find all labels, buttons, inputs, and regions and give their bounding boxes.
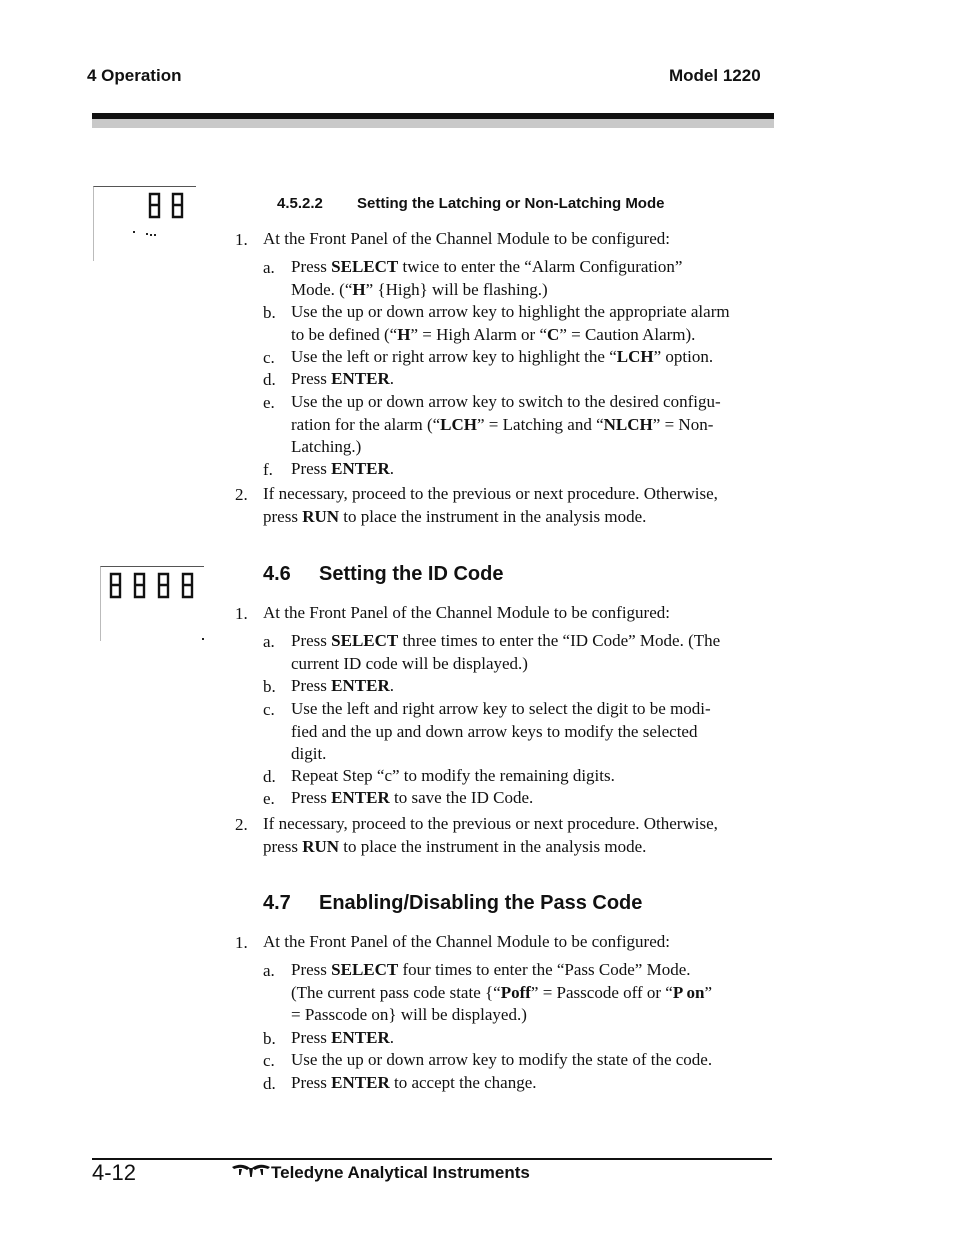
substep-text: Press ENTER. [291,676,394,695]
substep-letter: a. [263,632,275,651]
substep-letter: c. [263,700,275,719]
step-text: At the Front Panel of the Channel Module to be configured: [263,932,670,951]
step-number: 1. [235,604,248,623]
substep-letter: c. [263,1051,275,1070]
step-number: 1. [235,230,248,249]
display-dot [133,231,135,233]
display-illustration-1 [93,186,196,261]
substep-text: Press ENTER. [291,1028,394,1047]
step-text: At the Front Panel of the Channel Module to be configured: [263,229,670,248]
company-name: Teledyne Analytical Instruments [271,1163,530,1182]
substep-letter: d. [263,1074,276,1093]
key-select: SELECT [331,257,399,276]
substep-text: Use the up or down arrow key to switch to the desired configu- ration for the alarm (“LCH” = Latching and “NLCH” = Non- Latching.) [291,392,721,456]
substep-text: Press SELECT three times to enter the “ID Code” Mode. (The current ID code will be displayed.) [291,631,721,673]
substep-letter: c. [263,348,275,367]
substep-text: Press ENTER. [291,459,394,478]
substep-text: Use the left or right arrow key to highlight the “LCH” option. [291,347,714,366]
section-heading [263,563,503,586]
substep-text: Use the up or down arrow key to highlight the appropriate alarm to be defined (“H” = High Alarm or “C” = Caution Alarm). [291,302,730,344]
display-illustration-2 [100,566,204,641]
display-dot [146,233,148,235]
step-text: At the Front Panel of the Channel Module to be configured: [263,603,670,622]
substep-text: Use the left and right arrow key to select the digit to be modi- fied and the up and down arrow keys to modify the selected digit. [291,699,711,763]
display-dot [150,234,152,236]
step-number: 2. [235,485,248,504]
substep-text: Press ENTER. [291,369,394,388]
display-dot [202,638,204,640]
substep-letter: e. [263,789,275,808]
model-heading: Model 1220 [669,66,761,85]
substep-text: Use the up or down arrow key to modify the state of the code. [291,1050,713,1069]
section-title: Enabling/Disabling the Pass Code [319,892,643,914]
subsection-number: 4.5.2.2 [277,195,323,212]
substep-letter: e. [263,393,275,412]
step-number: 2. [235,815,248,834]
substep-letter: b. [263,303,276,322]
substep-letter: a. [263,961,275,980]
subsection-title: Setting the Latching or Non-Latching Mode [357,195,665,212]
chapter-heading: 4 Operation [87,66,182,85]
display-dot [154,234,156,236]
substep-text: Press ENTER to save the ID Code. [291,788,534,807]
section-heading [263,892,642,915]
footer-rule [92,1158,772,1160]
header-rule-shadow [92,119,774,128]
substep-text: Repeat Step “c” to modify the remaining digits. [291,766,615,785]
section-number: 4.7 [263,892,291,914]
substep-letter: d. [263,767,276,786]
section-number: 4.6 [263,563,291,585]
two-digit-seven-segment-display-icon [94,187,196,261]
page-number: 4-12 [92,1160,137,1185]
step-text: If necessary, proceed to the previous or next procedure. Otherwise, press RUN to place the instrument in the analysis mode. [263,484,718,526]
substep-letter: b. [263,677,276,696]
substep-text: Press ENTER to accept the change. [291,1073,537,1092]
substep-letter: f. [263,460,273,479]
subsection-heading [277,195,664,212]
teledyne-logo-icon [232,1163,270,1179]
substep-text: Press SELECT four times to enter the “Pass Code” Mode. (The current pass code state {“Poff” = Passcode off or “P on” = Passcode on} will be displayed.) [291,960,713,1024]
substep-letter: d. [263,370,276,389]
substep-letter: b. [263,1029,276,1048]
section-title: Setting the ID Code [319,563,504,585]
step-text: If necessary, proceed to the previous or next procedure. Otherwise, press RUN to place the instrument in the analysis mode. [263,814,718,856]
substep-letter: a. [263,258,275,277]
substep-text: Press SELECT twice to enter the “Alarm Configuration” Mode. (“H” {High} will be flashing.) [291,257,683,299]
step-number: 1. [235,933,248,952]
four-digit-seven-segment-display-icon [101,567,204,641]
